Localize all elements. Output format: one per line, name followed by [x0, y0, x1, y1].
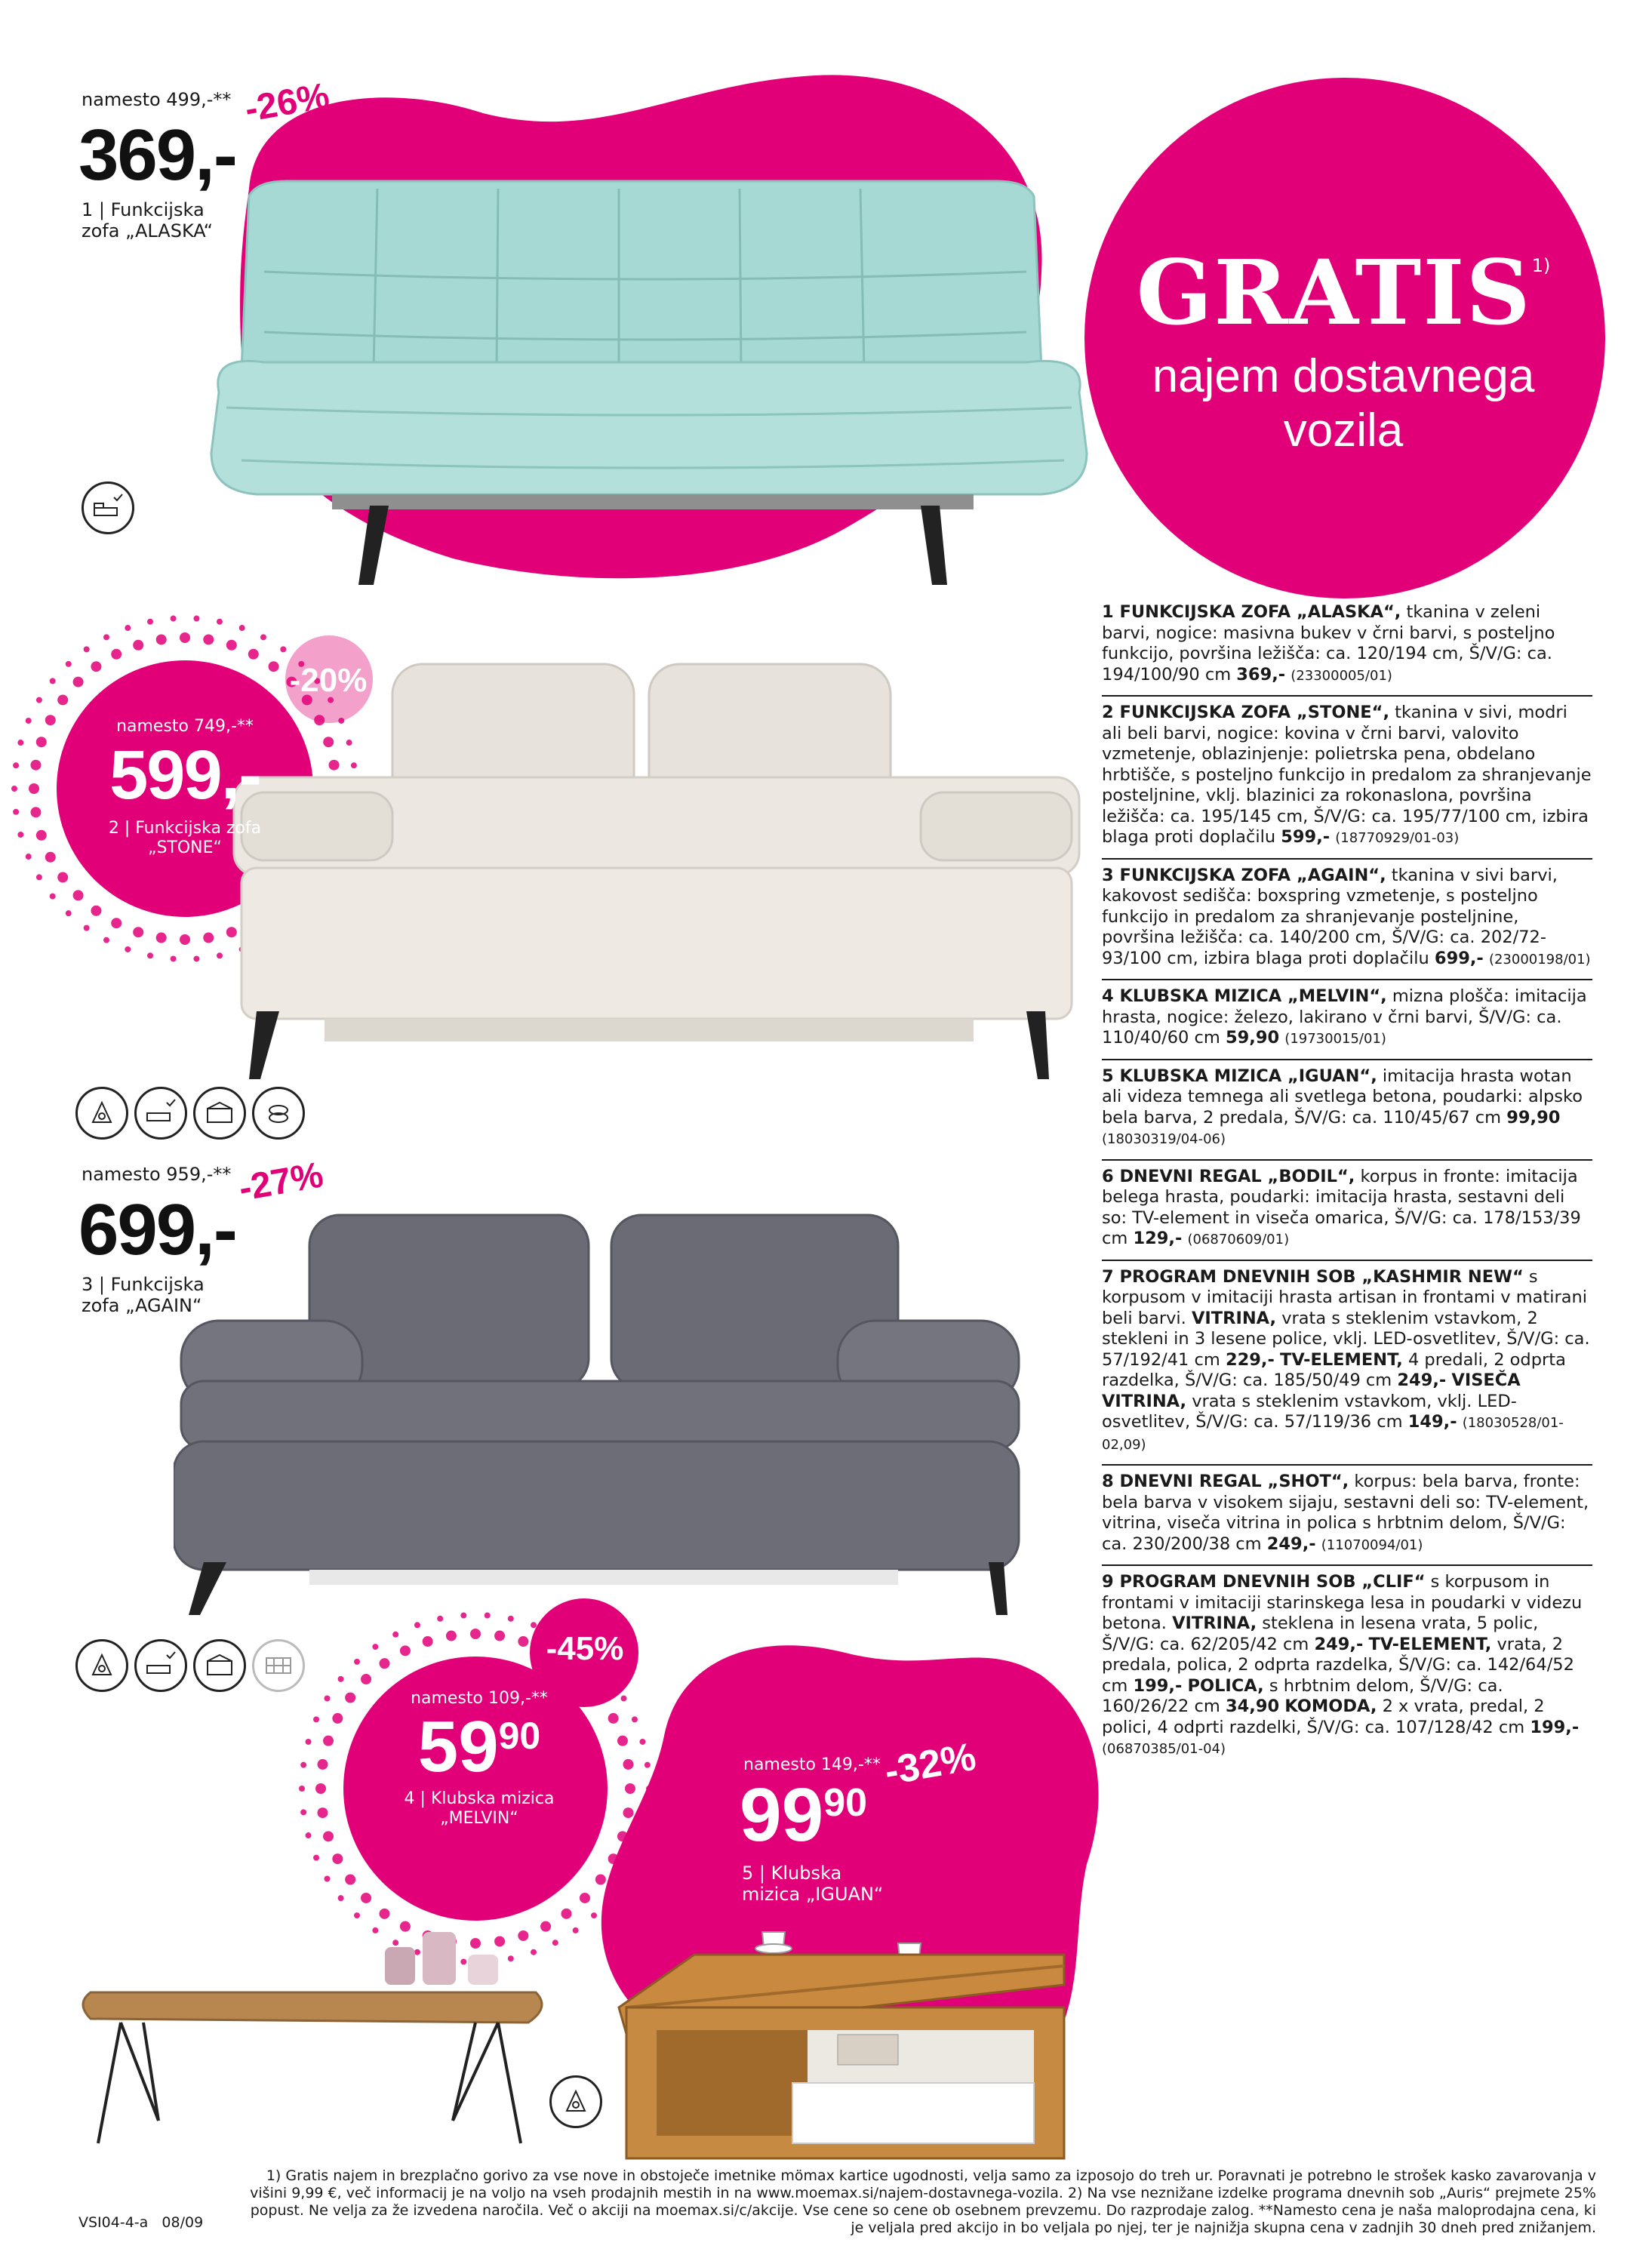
- description-sub-title: VITRINA,: [1191, 1308, 1277, 1328]
- description-price: 59,90: [1225, 1028, 1280, 1047]
- discount-stone: [260, 662, 396, 700]
- fabric-choice-icon: [75, 1087, 128, 1140]
- description-code: (19730015/01): [1284, 1031, 1386, 1047]
- ring-dot-melvin: [617, 1736, 628, 1746]
- ring-dot-stone: [111, 918, 122, 928]
- footer-line3: popust. Ne velja za že izvedena naročila. Več o akciji na moemax.si/c/akcije. Vse cene so cene ob osebnem prevzemu. Do razprodaje zalog. **Namesto cena je naša maloprodajna cena, ki: [250, 2202, 1596, 2219]
- footer-notes: [245, 2167, 1596, 2237]
- ring-dot-melvin: [332, 1853, 343, 1864]
- price-block-melvin: [370, 1689, 589, 1829]
- was-price-alaska: namesto 499,-**: [82, 89, 232, 110]
- ring-dot-melvin: [580, 1893, 590, 1903]
- ring-dot-stone-outer: [66, 661, 72, 667]
- ring-dot-melvin: [470, 1629, 481, 1639]
- description-code: (23000198/01): [1488, 951, 1591, 967]
- description-code: (18030319/04-06): [1102, 1131, 1226, 1147]
- ring-dot-melvin: [617, 1831, 628, 1841]
- ring-dot-stone-outer: [103, 634, 109, 640]
- description-text: tkanina v zeleni barvi, nogice: masivna bukev v črni barvi, s posteljno funkcijo, površina ležišča: ca. 120/194 cm, Š/V/G: ca. 194/100/90 cm: [1102, 602, 1555, 684]
- discount-again: -27%: [235, 1155, 327, 1210]
- icons-again: [75, 1639, 305, 1692]
- description-sub-title: VISEČA VITRINA,: [1102, 1370, 1521, 1411]
- description-sub-title: TV-ELEMENT,: [1279, 1349, 1403, 1370]
- ring-dot-melvin: [332, 1713, 343, 1724]
- ring-dot-melvin-outer: [324, 1876, 330, 1882]
- ring-dot-stone: [29, 783, 39, 794]
- table-melvin-image: [75, 1932, 558, 2158]
- ring-dot-melvin-outer: [621, 1695, 627, 1701]
- ring-dot-stone-outer: [193, 616, 199, 622]
- description-title: 7 PROGRAM DNEVNIH SOB „KASHMIR NEW“: [1102, 1266, 1524, 1287]
- ring-dot-stone-outer: [125, 946, 131, 952]
- description-item: [1102, 1060, 1592, 1161]
- ring-dot-stone: [91, 906, 101, 916]
- discount-alaska: -26%: [241, 75, 333, 131]
- description-price: 369,-: [1236, 664, 1286, 684]
- ring-dot-stone: [30, 760, 41, 771]
- gratis-title: GRATIS: [1136, 240, 1532, 345]
- ring-dot-melvin: [625, 1783, 635, 1794]
- ring-dot-melvin-outer: [591, 1912, 597, 1918]
- description-price: 129,-: [1133, 1229, 1183, 1248]
- ring-dot-melvin: [323, 1831, 334, 1841]
- ring-dot-melvin: [623, 1759, 633, 1770]
- ring-dot-stone-outer: [17, 832, 23, 838]
- footer-line1: 1) Gratis najem in brezplačno gorivo za vse nove in obstoječe imetnike mömax kartice ugodnosti, velja samo za izposojo do treh ur. Poravnati je potrebno le strošek kasko zavarovanja v: [266, 2167, 1596, 2184]
- ring-dot-melvin-outer: [324, 1695, 330, 1701]
- fabric-choice-icon: [75, 1639, 128, 1692]
- description-text: s korpusom v imitaciji hrasta artisan in frontami v matirani beli barvi.: [1102, 1266, 1588, 1328]
- price-stone: 599,-: [109, 737, 260, 814]
- ring-dot-melvin: [318, 1807, 328, 1818]
- description-item: [1102, 697, 1592, 860]
- ring-dot-stone-outer: [84, 646, 90, 652]
- ring-dot-melvin: [423, 1636, 433, 1647]
- description-code: (18030528/01-02,09): [1102, 1415, 1564, 1453]
- description-sub-price: 199,-: [1530, 1717, 1580, 1737]
- ring-dot-stone-outer: [50, 894, 56, 900]
- sofa-alaska-image: [196, 174, 1102, 596]
- description-price: 599,-: [1281, 827, 1331, 847]
- ring-dot-melvin: [380, 1658, 390, 1669]
- ring-dot-stone-outer: [50, 678, 56, 684]
- description-text: korpus in fronte: imitacija belega hrasta, poudarki: imitacija hrasta, sestavni deli so: TV-element in viseča omarica, Š/V/G: ca. 178/153/39 cm: [1102, 1166, 1581, 1248]
- price-again: 699,-: [78, 1189, 236, 1270]
- description-item: [1102, 1466, 1592, 1566]
- ring-dot-stone: [73, 677, 84, 688]
- description-item: [1102, 860, 1592, 981]
- boxspring-icon: [252, 1639, 305, 1692]
- ring-dot-stone-outer: [217, 952, 223, 958]
- description-sub-price: 34,90: [1225, 1697, 1280, 1716]
- caption-alaska-line2: zofa „ALASKA“: [82, 220, 214, 241]
- ring-dot-melvin-outer: [414, 1622, 420, 1628]
- description-sub-text: steklena in lesena vrata, 5 polic, Š/V/G: ca. 62/205/42 cm: [1102, 1614, 1539, 1654]
- description-sub-price: 249,-: [1397, 1370, 1447, 1390]
- ring-dot-stone: [111, 649, 122, 660]
- ring-dot-melvin: [494, 1631, 505, 1641]
- icons-stone: [75, 1087, 305, 1140]
- ring-dot-melvin-outer: [632, 1716, 638, 1722]
- ring-dot-stone-outer: [260, 634, 266, 640]
- caption-melvin-line1: 4 | Klubska mizica: [404, 1789, 555, 1808]
- storage-icon: [193, 1087, 246, 1140]
- ring-dot-melvin-outer: [306, 1832, 312, 1838]
- ring-dot-stone: [156, 634, 167, 644]
- ring-dot-stone-outer: [36, 697, 42, 703]
- price-melvin-main: 59: [417, 1706, 499, 1787]
- caption-again-line2: zofa „AGAIN“: [82, 1295, 202, 1316]
- ring-dot-melvin-outer: [299, 1786, 305, 1792]
- ring-dot-stone: [30, 807, 41, 817]
- ring-dot-melvin-outer: [354, 1659, 360, 1665]
- ring-dot-melvin: [561, 1909, 571, 1919]
- ring-dot-melvin: [318, 1759, 328, 1770]
- description-item: [1102, 980, 1592, 1060]
- footer-line4: je veljala pred akcijo in bo veljala po njej, ter je najnižja skupna cena v zadnjih 30 dneh pred znižanjem.: [851, 2220, 1596, 2236]
- price-iguan-main: 99: [740, 1773, 824, 1857]
- ring-dot-stone: [57, 872, 68, 883]
- ring-dot-melvin: [608, 1853, 619, 1864]
- cushion-icon: [252, 1087, 305, 1140]
- description-sub-text: vrata s steklenim vstavkom, 2 stekleni in 3 lesene police, vklj. LED-osvetlitev, Š/V/G: ca. 57/192/41 cm: [1102, 1308, 1590, 1370]
- gratis-line1: najem dostavnega: [1152, 350, 1535, 402]
- ring-dot-melvin: [361, 1893, 371, 1903]
- caption-iguan: [742, 1863, 883, 1905]
- price-melvin-cents: 90: [498, 1715, 541, 1757]
- sofa-again-image: [174, 1200, 1026, 1623]
- description-text: tkanina v sivi barvi, kakovost sedišča: boxspring vzmetenje, s posteljno funkcijo in predalom za shranjevanje posteljnine, površina ležišča: ca. 140/200 cm, Š/V/G: ca. 202/72-93/100 cm, izbira blaga proti doplačilu: [1102, 865, 1558, 968]
- description-sub-price: 149,-: [1407, 1412, 1457, 1432]
- caption-again-line1: 3 | Funkcijska: [82, 1274, 205, 1295]
- description-title: 1 FUNKCIJSKA ZOFA „ALASKA“,: [1102, 602, 1401, 622]
- ring-dot-melvin: [361, 1674, 371, 1684]
- gratis-note: 1): [1531, 255, 1551, 276]
- ring-dot-stone-outer: [17, 740, 23, 746]
- caption-stone-line2: „STONE“: [148, 838, 222, 857]
- discount-iguan: -32%: [881, 1734, 980, 1795]
- ring-dot-stone-outer: [171, 616, 177, 622]
- description-sub-title: KOMODA,: [1284, 1697, 1377, 1716]
- description-code: (06870609/01): [1187, 1232, 1290, 1247]
- description-item: [1102, 1566, 1592, 1769]
- description-sub-title: TV-ELEMENT,: [1368, 1634, 1492, 1654]
- ring-dot-stone-outer: [239, 625, 245, 631]
- description-title: 3 FUNKCIJSKA ZOFA „AGAIN“,: [1102, 865, 1386, 885]
- price-alaska: 369,-: [78, 115, 236, 195]
- ring-dot-stone-outer: [26, 718, 32, 724]
- price-block-stone: [68, 717, 302, 858]
- ring-dot-melvin-outer: [607, 1676, 613, 1682]
- discount-melvin-label: -45%: [546, 1630, 624, 1667]
- ring-dot-melvin: [345, 1693, 355, 1703]
- description-text: s korpusom in frontami v imitaciji starinskega lesa in poudarki v videzu betona.: [1102, 1572, 1583, 1633]
- discount-stone-label: -20%: [289, 662, 368, 699]
- description-text: tkanina v sivi, modri ali beli barvi, nogice: kovina v črni barvi, valovito vzmetenje, oblazinjenje: polietrska pena, obdelano hrbtišče, s posteljno funkcijo in predalom za shranjevanje posteljnine, vklj. blazinici za rokonaslona, površina ležišča: ca. 195/145 cm, Š/V/G: ca. 195/77/100 cm, izbira blaga proti doplačilu: [1102, 703, 1592, 847]
- ring-dot-melvin-outer: [639, 1832, 645, 1838]
- ring-dot-melvin-outer: [372, 1644, 378, 1650]
- ring-dot-stone: [133, 927, 143, 937]
- sofa-stone-image: [226, 649, 1087, 1087]
- description-title: 8 DNEVNI REGAL „SHOT“,: [1102, 1472, 1349, 1491]
- caption-alaska-line1: 1 | Funkcijska: [82, 199, 205, 220]
- description-code: (11070094/01): [1321, 1537, 1423, 1553]
- ring-dot-melvin: [595, 1693, 606, 1703]
- description-sub-title: VITRINA,: [1172, 1614, 1257, 1633]
- ring-dot-stone: [57, 694, 68, 705]
- caption-stone-line1: 2 | Funkcijska zofa: [108, 819, 262, 838]
- sleep-function-icon: [134, 1639, 187, 1692]
- ring-dot-melvin: [608, 1713, 619, 1724]
- ring-dot-melvin-outer: [621, 1876, 627, 1882]
- ring-dot-melvin-outer: [607, 1895, 613, 1901]
- description-text: mizna plošča: imitacija hrasta, nogice: železo, lakirano v črni barvi, Š/V/G: ca. 110/40/60 cm: [1102, 986, 1587, 1047]
- ring-dot-stone: [36, 737, 47, 747]
- ring-dot-melvin-outer: [531, 1622, 537, 1628]
- description-sub-price: 249,-: [1314, 1634, 1364, 1654]
- description-item: [1102, 1261, 1592, 1466]
- description-code: (23300005/01): [1291, 667, 1392, 684]
- product-descriptions: [1102, 596, 1592, 1769]
- description-sub-text: vrata, 2 predala, polica, 2 odprta razdelka, Š/V/G: ca. 142/64/52 cm: [1102, 1634, 1574, 1696]
- description-code: (18770929/01-03): [1335, 830, 1460, 846]
- ring-dot-melvin-outer: [644, 1809, 651, 1815]
- description-title: 4 KLUBSKA MIZICA „MELVIN“,: [1102, 986, 1387, 1006]
- ring-dot-stone-outer: [147, 952, 153, 958]
- caption-alaska: [82, 199, 213, 241]
- ring-dot-stone-outer: [217, 619, 223, 625]
- ring-dot-stone-outer: [11, 786, 17, 792]
- price-melvin: [370, 1706, 589, 1787]
- ring-dot-melvin-outer: [300, 1809, 306, 1815]
- ring-dot-stone-outer: [84, 925, 90, 931]
- ring-dot-melvin: [540, 1921, 551, 1932]
- ring-dot-stone: [203, 933, 214, 943]
- table-iguan-image: [611, 1902, 1079, 2173]
- ring-dot-melvin-outer: [392, 1632, 398, 1638]
- caption-melvin-line2: „MELVIN“: [440, 1809, 518, 1828]
- description-sub-text: s hrbtnim delom, Š/V/G: ca. 160/26/22 cm: [1102, 1675, 1503, 1716]
- caption-iguan-line2: mizica „IGUAN“: [742, 1884, 884, 1905]
- ring-dot-melvin-outer: [646, 1786, 652, 1792]
- ring-dot-stone-outer: [13, 809, 19, 815]
- caption-iguan-line1: 5 | Klubska: [742, 1863, 842, 1884]
- ring-dot-stone-outer: [66, 910, 72, 916]
- description-price: 249,-: [1266, 1534, 1316, 1554]
- was-price-again: namesto 959,-**: [82, 1164, 232, 1185]
- ring-dot-melvin: [580, 1674, 590, 1684]
- description-sub-price: 199,-: [1133, 1675, 1183, 1696]
- description-title: 5 KLUBSKA MIZICA „IGUAN“,: [1102, 1066, 1377, 1086]
- ring-dot-stone: [203, 634, 214, 644]
- price-iguan: [740, 1773, 868, 1857]
- sleep-function-icon: [82, 481, 134, 534]
- description-sub-title: POLICA,: [1187, 1675, 1264, 1696]
- ring-dot-melvin-outer: [313, 1855, 319, 1861]
- ring-dot-stone-outer: [36, 874, 42, 880]
- ring-dot-stone: [45, 715, 56, 725]
- ring-dot-stone-outer: [26, 854, 32, 860]
- ring-dot-melvin: [518, 1636, 528, 1647]
- discount-melvin: [528, 1630, 641, 1668]
- description-sub-text: vrata s steklenim vstavkom, vklj. LED-osvetlitev, Š/V/G: ca. 57/119/36 cm: [1102, 1391, 1517, 1432]
- ring-dot-stone: [73, 890, 84, 900]
- description-code: (06870385/01-04): [1102, 1741, 1226, 1757]
- ring-dot-melvin: [323, 1736, 334, 1746]
- ring-dot-melvin: [345, 1874, 355, 1884]
- footer-code-text: VSI04-4-a: [78, 2214, 149, 2231]
- ring-dot-melvin-outer: [313, 1716, 319, 1722]
- description-item: [1102, 1161, 1592, 1261]
- ring-dot-melvin-outer: [354, 1912, 360, 1918]
- ring-dot-melvin-outer: [338, 1895, 344, 1901]
- ring-dot-stone-outer: [13, 762, 19, 768]
- description-title: 2 FUNKCIJSKA ZOFA „STONE“,: [1102, 703, 1390, 722]
- ring-dot-stone: [36, 830, 47, 841]
- description-title: 6 DNEVNI REGAL „BODIL“,: [1102, 1166, 1355, 1186]
- description-title: 9 PROGRAM DNEVNIH SOB „CLIF“: [1102, 1572, 1426, 1592]
- storage-icon: [193, 1639, 246, 1692]
- ring-dot-melvin: [315, 1783, 326, 1794]
- ring-dot-stone: [45, 852, 56, 863]
- ring-dot-melvin: [400, 1921, 411, 1932]
- ring-dot-melvin: [595, 1874, 606, 1884]
- ring-dot-melvin: [446, 1631, 457, 1641]
- was-price-melvin: namesto 109,-**: [411, 1689, 548, 1708]
- color-choice-icon: [549, 2075, 602, 2128]
- ring-dot-melvin-outer: [573, 1927, 579, 1933]
- ring-dot-stone-outer: [193, 955, 199, 961]
- ring-dot-melvin: [400, 1645, 411, 1656]
- footer-date: 08/09: [162, 2214, 204, 2231]
- ring-dot-stone: [180, 934, 190, 945]
- ring-dot-stone-outer: [147, 619, 153, 625]
- ring-dot-stone-outer: [171, 955, 177, 961]
- was-price-stone: namesto 749,-**: [116, 717, 254, 736]
- price-iguan-cents: 90: [823, 1781, 868, 1825]
- was-price-iguan: namesto 149,-**: [743, 1755, 881, 1774]
- ring-dot-stone-outer: [125, 625, 131, 631]
- sleep-function-icon: [134, 1087, 187, 1140]
- description-sub-price: 229,-: [1225, 1349, 1275, 1370]
- ring-dot-stone: [180, 632, 190, 643]
- ring-dot-melvin: [380, 1909, 390, 1919]
- gratis-line2: vozila: [1283, 405, 1404, 457]
- description-item: [1102, 596, 1592, 697]
- ring-dot-melvin: [623, 1807, 633, 1818]
- ring-dot-melvin-outer: [644, 1762, 651, 1768]
- gratis-badge: [1109, 240, 1577, 458]
- description-sub-text: 2 x vrata, predal, 2 polici, 4 odprti razdelki, Š/V/G: ca. 107/128/42 cm: [1102, 1697, 1545, 1737]
- ring-dot-melvin-outer: [300, 1762, 306, 1768]
- ring-dot-stone: [133, 640, 143, 651]
- ring-dot-melvin-outer: [306, 1739, 312, 1745]
- description-price: 699,-: [1434, 948, 1484, 968]
- footer-line2: višini 9,99 €, več informacij je na voljo na vseh prodajnih mestih in na www.moemax.si/najem-dostavnega-vozila. 2) Na vse neznižane izdelke programa dnevnih sob „Auris“ prejmete 25%: [250, 2185, 1596, 2201]
- ring-dot-stone: [91, 661, 101, 672]
- description-sub-text: 4 predali, 2 odprta razdelka, Š/V/G: ca. 185/50/49 cm: [1102, 1349, 1566, 1390]
- description-text: korpus: bela barva, fronte: bela barva v visokem sijaju, sestavni deli so: TV-element, vitrina, viseča vitrina in polica s hrbtnim delom, Š/V/G: ca. 230/200/38 cm: [1102, 1472, 1589, 1554]
- ring-dot-stone-outer: [103, 937, 109, 943]
- ring-dot-melvin-outer: [632, 1855, 638, 1861]
- footer-code: [78, 2214, 203, 2232]
- ring-dot-melvin-outer: [639, 1739, 645, 1745]
- ring-dot-melvin-outer: [338, 1676, 344, 1682]
- description-text: imitacija hrasta wotan ali videza temnega ali svetlega betona, poudarki: alpsko bela barva, 2 predala, Š/V/G: ca. 110/45/67 cm: [1102, 1066, 1583, 1127]
- description-price: 99,90: [1506, 1107, 1561, 1127]
- ring-dot-stone: [156, 933, 167, 943]
